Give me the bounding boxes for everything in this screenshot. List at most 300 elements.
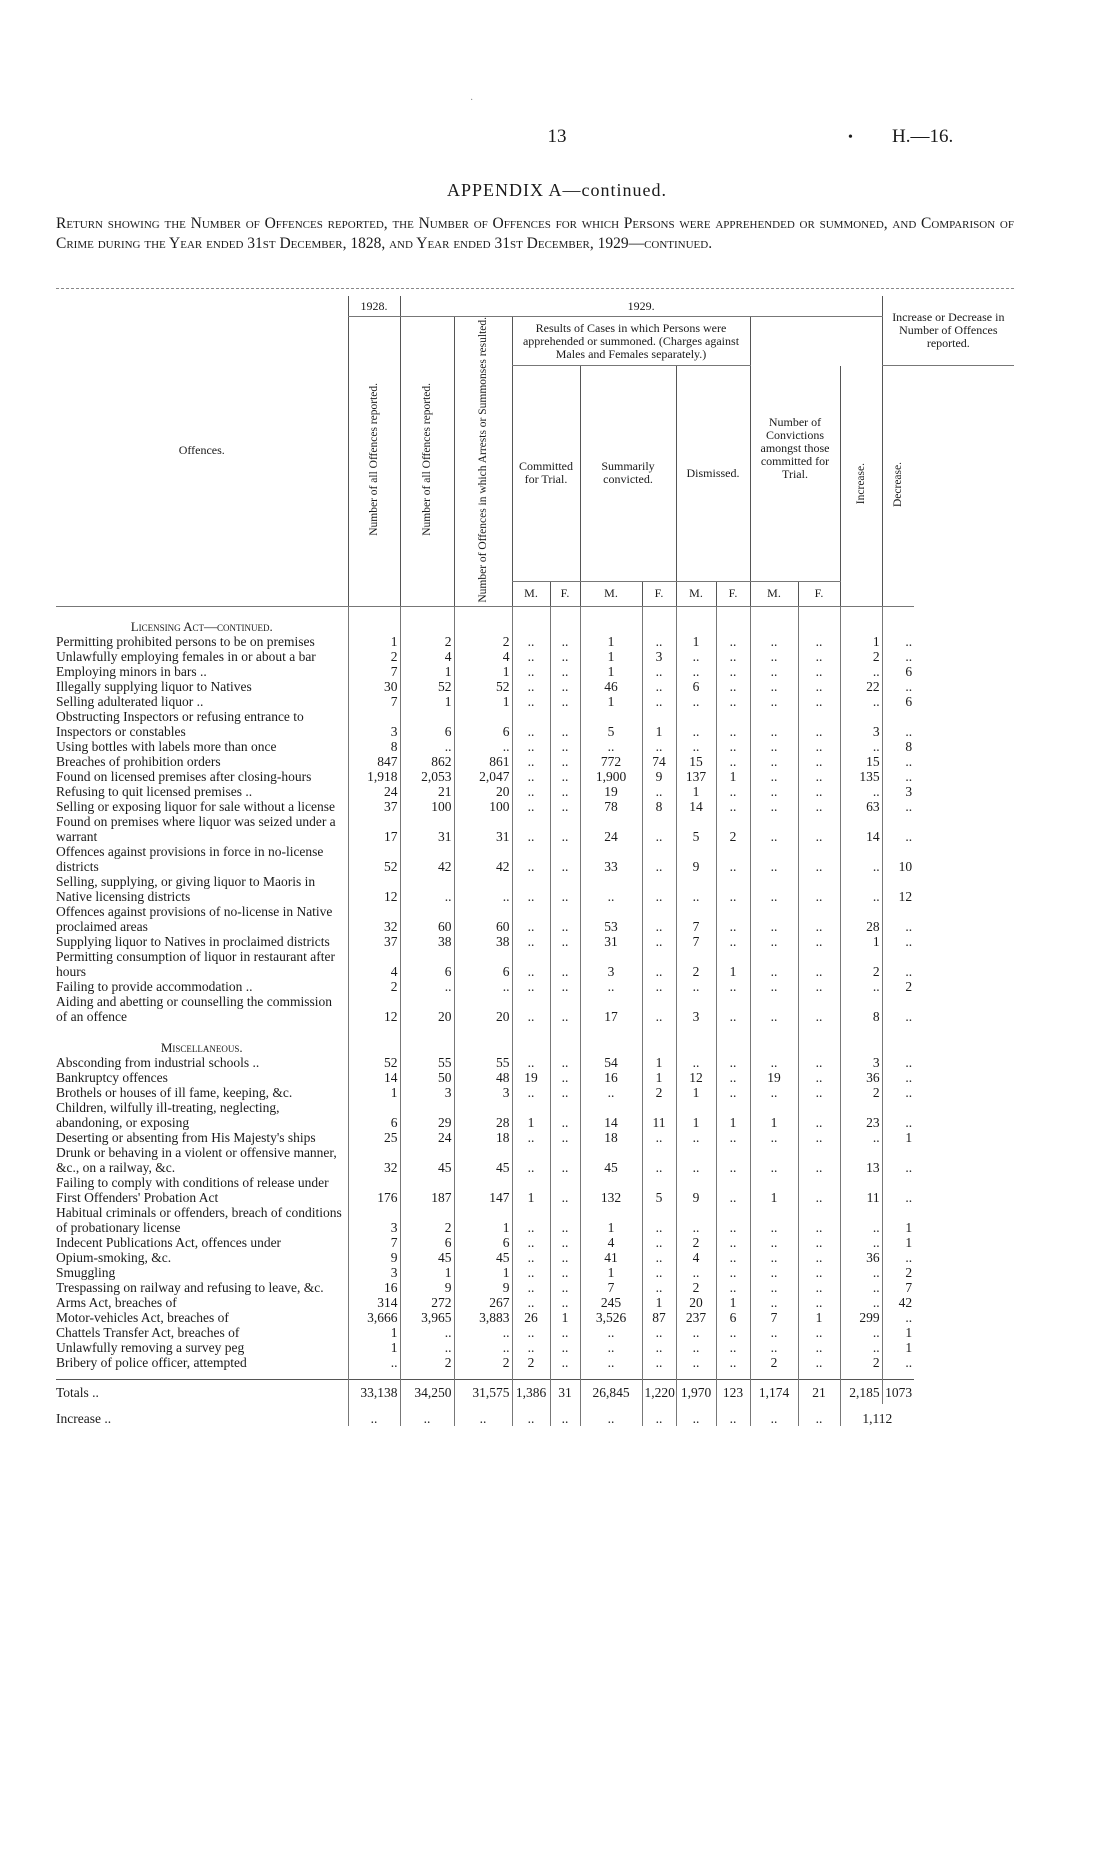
- cell-value: 1: [512, 1100, 550, 1130]
- cell-value: ..: [512, 934, 550, 949]
- cell-value: 20: [676, 1295, 716, 1310]
- cell-value: ..: [882, 1355, 914, 1370]
- cell-value: 26: [512, 1310, 550, 1325]
- cell-value: ..: [550, 1250, 580, 1265]
- cell-value: 34,250: [400, 1380, 454, 1405]
- cell-value: 74: [642, 754, 676, 769]
- blank-cell: [642, 606, 676, 634]
- cell-value: 7: [750, 1310, 798, 1325]
- section-heading-row: [56, 1024, 1014, 1055]
- cell-value: 6: [882, 664, 914, 679]
- cell-value: ..: [716, 1235, 750, 1250]
- cell-value: 135: [840, 769, 882, 784]
- cell-value: 2: [642, 1085, 676, 1100]
- offence-name: [56, 844, 348, 874]
- cell-value: ..: [512, 1130, 550, 1145]
- blank-cell: [676, 1370, 716, 1380]
- cell-value: ..: [840, 1325, 882, 1340]
- cell-value: 12: [348, 874, 400, 904]
- cell-value: ..: [550, 739, 580, 754]
- cell-value: 23: [840, 1100, 882, 1130]
- cell-value: ..: [798, 649, 840, 664]
- cell-value: 2: [400, 634, 454, 649]
- cell-value: ..: [676, 1404, 716, 1426]
- cell-value: ..: [512, 1205, 550, 1235]
- cell-value: 87: [642, 1310, 676, 1325]
- offence-name: [56, 694, 348, 709]
- cell-value: 6: [454, 1235, 512, 1250]
- table-row: [56, 799, 1014, 814]
- cell-value: ..: [550, 1355, 580, 1370]
- cell-value: 45: [400, 1250, 454, 1265]
- cell-value: ..: [840, 1235, 882, 1250]
- offence-label: Failing to comply with conditions of release under First Offenders' Probation Act: [56, 1174, 329, 1205]
- cell-value: ..: [642, 1250, 676, 1265]
- blank-cell: [750, 606, 798, 634]
- cell-value: ..: [400, 739, 454, 754]
- cell-value: ..: [716, 1145, 750, 1175]
- offence-label: Found on licensed premises after closing-hours: [56, 768, 312, 784]
- offence-name: [56, 1280, 348, 1295]
- results-header: Results of Cases in which Persons were apprehended or summoned. (Charges against Males and Females separately.): [512, 317, 750, 366]
- cell-value: ..: [716, 934, 750, 949]
- cell-value: ..: [580, 1325, 642, 1340]
- cell-value: ..: [512, 1280, 550, 1295]
- cell-value: ..: [750, 739, 798, 754]
- offence-label: Smuggling: [56, 1264, 116, 1280]
- offence-name: [56, 1085, 348, 1100]
- offence-name: [56, 1265, 348, 1280]
- cell-value: ..: [716, 1205, 750, 1235]
- offence-label: Aiding and abetting or counselling the commission of an offence: [56, 993, 332, 1024]
- cell-value: 1: [642, 709, 676, 739]
- cell-value: 45: [400, 1145, 454, 1175]
- cell-value: 60: [454, 904, 512, 934]
- cell-value: ..: [512, 799, 550, 814]
- cell-value: 3: [348, 709, 400, 739]
- cell-value: 46: [580, 679, 642, 694]
- cell-value: 1: [512, 1175, 550, 1205]
- offence-label: Habitual criminals or offenders, breach of conditions of probationary license: [56, 1204, 342, 1235]
- cell-value: 6: [882, 694, 914, 709]
- cell-value: 1: [348, 634, 400, 649]
- cell-value: ..: [840, 979, 882, 994]
- table-row: [56, 679, 1014, 694]
- cell-value: ..: [512, 784, 550, 799]
- cell-value: 1: [348, 1325, 400, 1340]
- cell-value: 12: [348, 994, 400, 1024]
- cell-value: ..: [798, 1265, 840, 1280]
- cell-value: 24: [348, 784, 400, 799]
- cell-value: ..: [642, 934, 676, 949]
- cell-value: 1: [750, 1100, 798, 1130]
- blank-cell: [400, 1370, 454, 1380]
- offence-label: Bankruptcy offences: [56, 1069, 168, 1085]
- cell-value: ..: [840, 664, 882, 679]
- offence-name: [56, 1380, 348, 1405]
- cell-value: 3,666: [348, 1310, 400, 1325]
- blank-cell: [348, 606, 400, 634]
- cell-value: ..: [550, 1130, 580, 1145]
- cell-value: ..: [750, 1404, 798, 1426]
- cell-value: ..: [676, 1055, 716, 1070]
- cell-value: 1,918: [348, 769, 400, 784]
- cell-value: 272: [400, 1295, 454, 1310]
- cell-value: ..: [580, 979, 642, 994]
- offence-name: [56, 1404, 348, 1426]
- cell-value: ..: [882, 904, 914, 934]
- cell-value: ..: [716, 694, 750, 709]
- cell-value: 3: [882, 784, 914, 799]
- cell-value: ..: [882, 1100, 914, 1130]
- blank-cell: [580, 1370, 642, 1380]
- cell-value: ..: [750, 634, 798, 649]
- cell-value: 10: [882, 844, 914, 874]
- cell-value: ..: [454, 1325, 512, 1340]
- cell-value: ..: [676, 1130, 716, 1145]
- cell-value: 7: [580, 1280, 642, 1295]
- cell-value: 1073: [882, 1380, 914, 1405]
- cell-value: ..: [580, 874, 642, 904]
- cell-value: 7: [676, 934, 716, 949]
- cell-value: 132: [580, 1175, 642, 1205]
- cell-value: ..: [550, 1404, 580, 1426]
- cell-value: 15: [676, 754, 716, 769]
- cell-value: ..: [550, 979, 580, 994]
- cell-value: ..: [512, 904, 550, 934]
- cell-value: ..: [750, 949, 798, 979]
- cell-value: 3,526: [580, 1310, 642, 1325]
- offence-name: [56, 994, 348, 1024]
- cell-value: ..: [882, 949, 914, 979]
- offence-label: Permitting consumption of liquor in restaurant after hours: [56, 948, 335, 979]
- offence-label: Trespassing on railway and refusing to leave, &c.: [56, 1279, 324, 1295]
- table-row: [56, 1130, 1014, 1145]
- cell-value: 7: [348, 1235, 400, 1250]
- cell-value: ..: [750, 1055, 798, 1070]
- offence-name: [56, 1250, 348, 1265]
- cell-value: 1: [716, 1100, 750, 1130]
- cell-value: ..: [840, 874, 882, 904]
- blank-cell: [454, 606, 512, 634]
- cell-value: 8: [642, 799, 676, 814]
- cell-value: ..: [676, 709, 716, 739]
- cell-value: ..: [798, 1355, 840, 1370]
- blank-cell: [580, 606, 642, 634]
- cell-value: 52: [348, 844, 400, 874]
- cell-value: ..: [798, 1404, 840, 1426]
- cell-value: 1: [454, 1205, 512, 1235]
- cell-value: 2: [676, 949, 716, 979]
- cell-value: ..: [580, 739, 642, 754]
- table-row: [56, 934, 1014, 949]
- offence-label: Failing to provide accommodation ..: [56, 978, 253, 994]
- cell-value: ..: [750, 1340, 798, 1355]
- cell-value: 1: [454, 1265, 512, 1280]
- cell-value: 2: [348, 979, 400, 994]
- cell-value: 18: [580, 1130, 642, 1145]
- table-row: [56, 1175, 1014, 1205]
- cell-value: ..: [798, 934, 840, 949]
- blank-cell: [716, 1024, 750, 1055]
- cell-value: 11: [840, 1175, 882, 1205]
- cell-value: ..: [840, 844, 882, 874]
- cell-value: ..: [750, 1085, 798, 1100]
- table-row: [56, 709, 1014, 739]
- cell-value: 3: [454, 1085, 512, 1100]
- offence-name: [56, 769, 348, 784]
- offence-name: [56, 1310, 348, 1325]
- blank-cell: [716, 606, 750, 634]
- cell-value: ..: [840, 784, 882, 799]
- cell-value: 37: [348, 934, 400, 949]
- cell-value: 45: [454, 1250, 512, 1265]
- cell-value: 4: [348, 949, 400, 979]
- cell-value: ..: [882, 994, 914, 1024]
- cell-value: ..: [798, 994, 840, 1024]
- cell-value: ..: [882, 709, 914, 739]
- cell-value: 45: [580, 1145, 642, 1175]
- committed-header: Committed for Trial.: [512, 366, 580, 582]
- offence-label: Unlawfully employing females in or about a bar: [56, 648, 316, 664]
- cell-value: ..: [348, 1404, 400, 1426]
- cell-value: ..: [882, 769, 914, 784]
- table-row: [56, 1340, 1014, 1355]
- offence-label: Brothels or houses of ill fame, keeping, &c.: [56, 1084, 293, 1100]
- offence-name: [56, 1175, 348, 1205]
- cell-value: ..: [676, 1265, 716, 1280]
- cell-value: ..: [676, 694, 716, 709]
- cell-value: ..: [454, 1404, 512, 1426]
- cell-value: 42: [882, 1295, 914, 1310]
- table-row: [56, 1325, 1014, 1340]
- cell-value: 42: [454, 844, 512, 874]
- cell-value: ..: [580, 1085, 642, 1100]
- cell-value: 33: [580, 844, 642, 874]
- cell-value: 45: [454, 1145, 512, 1175]
- offence-label: Increase ..: [56, 1411, 112, 1427]
- offence-label: Arms Act, breaches of: [56, 1294, 177, 1310]
- cell-value: 3: [348, 1265, 400, 1280]
- cell-value: 1: [676, 1085, 716, 1100]
- cell-value: ..: [798, 904, 840, 934]
- cell-value: ..: [798, 1340, 840, 1355]
- cell-value: 1: [840, 634, 882, 649]
- cell-value: 1: [676, 1100, 716, 1130]
- cell-value: 31,575: [454, 1380, 512, 1405]
- cell-value: 18: [454, 1130, 512, 1145]
- cell-value: 4: [454, 649, 512, 664]
- cell-value: ..: [882, 754, 914, 769]
- cell-value: 2: [676, 1235, 716, 1250]
- offence-name: [56, 904, 348, 934]
- blank-cell: [400, 1024, 454, 1055]
- cell-value: ..: [676, 1355, 716, 1370]
- cell-value: ..: [454, 979, 512, 994]
- cell-value: ..: [750, 1250, 798, 1265]
- cell-value: ..: [750, 904, 798, 934]
- cell-value: 14: [840, 814, 882, 844]
- cell-value: ..: [798, 709, 840, 739]
- cell-value: 1: [798, 1310, 840, 1325]
- cell-value: 1: [882, 1130, 914, 1145]
- cell-value: ..: [798, 799, 840, 814]
- blank-cell: [882, 1370, 914, 1380]
- dismissed-f-header: F.: [716, 581, 750, 606]
- cell-value: ..: [798, 1085, 840, 1100]
- offence-label: Selling adulterated liquor ..: [56, 693, 204, 709]
- cell-value: ..: [642, 844, 676, 874]
- cell-value: 9: [642, 769, 676, 784]
- cell-value: 1: [716, 1295, 750, 1310]
- cell-value: 1: [580, 1205, 642, 1235]
- cell-value: ..: [750, 814, 798, 844]
- cell-value: ..: [550, 1265, 580, 1280]
- blank-cell: [750, 1024, 798, 1055]
- net-increase-row: [56, 1404, 1014, 1426]
- net-increase-value: 1,112: [840, 1404, 914, 1426]
- table-row: [56, 664, 1014, 679]
- cell-value: ..: [716, 1355, 750, 1370]
- offence-name: [56, 1055, 348, 1070]
- cell-value: 38: [400, 934, 454, 949]
- offence-label: Offences against provisions of no-license in Native proclaimed areas: [56, 903, 333, 934]
- table-row: [56, 694, 1014, 709]
- cell-value: ..: [750, 1130, 798, 1145]
- cell-value: 17: [348, 814, 400, 844]
- cell-value: ..: [882, 1175, 914, 1205]
- cell-value: 1: [348, 1085, 400, 1100]
- cell-value: ..: [676, 1205, 716, 1235]
- cell-value: 314: [348, 1295, 400, 1310]
- offence-label: Opium-smoking, &c.: [56, 1249, 172, 1265]
- blank-cell: [798, 1370, 840, 1380]
- offence-label: Breaches of prohibition orders: [56, 753, 221, 769]
- cell-value: ..: [798, 844, 840, 874]
- cell-value: ..: [512, 649, 550, 664]
- cell-value: ..: [840, 1295, 882, 1310]
- cell-value: 41: [580, 1250, 642, 1265]
- cell-value: ..: [512, 1085, 550, 1100]
- cell-value: 13: [840, 1145, 882, 1175]
- cell-value: ..: [550, 784, 580, 799]
- offence-label: Deserting or absenting from His Majesty's ships: [56, 1129, 316, 1145]
- offence-label: Employing minors in bars ..: [56, 663, 207, 679]
- offence-label: Refusing to quit licensed premises ..: [56, 783, 253, 799]
- cell-value: 1: [550, 1310, 580, 1325]
- cell-value: ..: [676, 1340, 716, 1355]
- cell-value: 1: [580, 694, 642, 709]
- cell-value: ..: [642, 949, 676, 979]
- cell-value: 187: [400, 1175, 454, 1205]
- cell-value: 123: [716, 1380, 750, 1405]
- cell-value: 1,174: [750, 1380, 798, 1405]
- cell-value: 9: [676, 1175, 716, 1205]
- cell-value: ..: [512, 1055, 550, 1070]
- cell-value: 1: [676, 784, 716, 799]
- cell-value: ..: [550, 1070, 580, 1085]
- cell-value: ..: [400, 874, 454, 904]
- cell-value: ..: [798, 1145, 840, 1175]
- cell-value: ..: [716, 1325, 750, 1340]
- offence-name: [56, 784, 348, 799]
- cell-value: 32: [348, 1145, 400, 1175]
- cell-value: 2: [348, 649, 400, 664]
- cell-value: 2: [716, 814, 750, 844]
- cell-value: ..: [512, 979, 550, 994]
- cell-value: 42: [400, 844, 454, 874]
- blank-cell: [348, 1370, 400, 1380]
- cell-value: ..: [750, 1295, 798, 1310]
- table-row: [56, 1250, 1014, 1265]
- cell-value: ..: [550, 1175, 580, 1205]
- cell-value: 31: [550, 1380, 580, 1405]
- cell-value: 12: [676, 1070, 716, 1085]
- appendix-title: APPENDIX A—continued.: [447, 180, 667, 200]
- cell-value: 19: [580, 784, 642, 799]
- offence-name: [56, 1100, 348, 1130]
- cell-value: ..: [642, 1235, 676, 1250]
- cell-value: ..: [642, 874, 676, 904]
- cell-value: 1: [580, 1265, 642, 1280]
- offence-label: Offences against provisions in force in no-license districts: [56, 843, 324, 874]
- cell-value: ..: [716, 1280, 750, 1295]
- cell-value: 3: [400, 1085, 454, 1100]
- convictions-f-header: F.: [798, 581, 840, 606]
- offence-name: [56, 739, 348, 754]
- cell-value: ..: [512, 709, 550, 739]
- cell-value: 6: [716, 1310, 750, 1325]
- cell-value: 1: [348, 1340, 400, 1355]
- cell-value: 1,386: [512, 1380, 550, 1405]
- cell-value: 14: [676, 799, 716, 814]
- cell-value: ..: [550, 874, 580, 904]
- table-row: [56, 1295, 1014, 1310]
- cell-value: ..: [882, 1250, 914, 1265]
- table-row: [56, 904, 1014, 934]
- cell-value: ..: [798, 949, 840, 979]
- cell-value: ..: [550, 1055, 580, 1070]
- table-row: [56, 1100, 1014, 1130]
- cell-value: ..: [798, 1325, 840, 1340]
- cell-value: 862: [400, 754, 454, 769]
- offence-name: [56, 1235, 348, 1250]
- offence-label: Permitting prohibited persons to be on premises: [56, 633, 315, 649]
- table-row: [56, 1070, 1014, 1085]
- cell-value: ..: [716, 1404, 750, 1426]
- spacer-row: [56, 1370, 1014, 1380]
- cell-value: ..: [512, 754, 550, 769]
- table-row: [56, 1265, 1014, 1280]
- cell-value: 1: [882, 1205, 914, 1235]
- offence-name: [56, 814, 348, 844]
- cell-value: 847: [348, 754, 400, 769]
- cell-value: ..: [642, 1280, 676, 1295]
- cell-value: 9: [400, 1280, 454, 1295]
- offences-header: Offences.: [56, 296, 348, 606]
- blank-cell: [56, 1370, 348, 1380]
- cell-value: ..: [348, 1355, 400, 1370]
- cell-value: ..: [750, 1205, 798, 1235]
- cell-value: ..: [750, 784, 798, 799]
- cell-value: ..: [642, 679, 676, 694]
- cell-value: 1: [400, 694, 454, 709]
- blank-cell: [348, 1024, 400, 1055]
- cell-value: ..: [676, 874, 716, 904]
- blank-cell: [840, 606, 882, 634]
- cell-value: 6: [348, 1100, 400, 1130]
- cell-value: ..: [750, 754, 798, 769]
